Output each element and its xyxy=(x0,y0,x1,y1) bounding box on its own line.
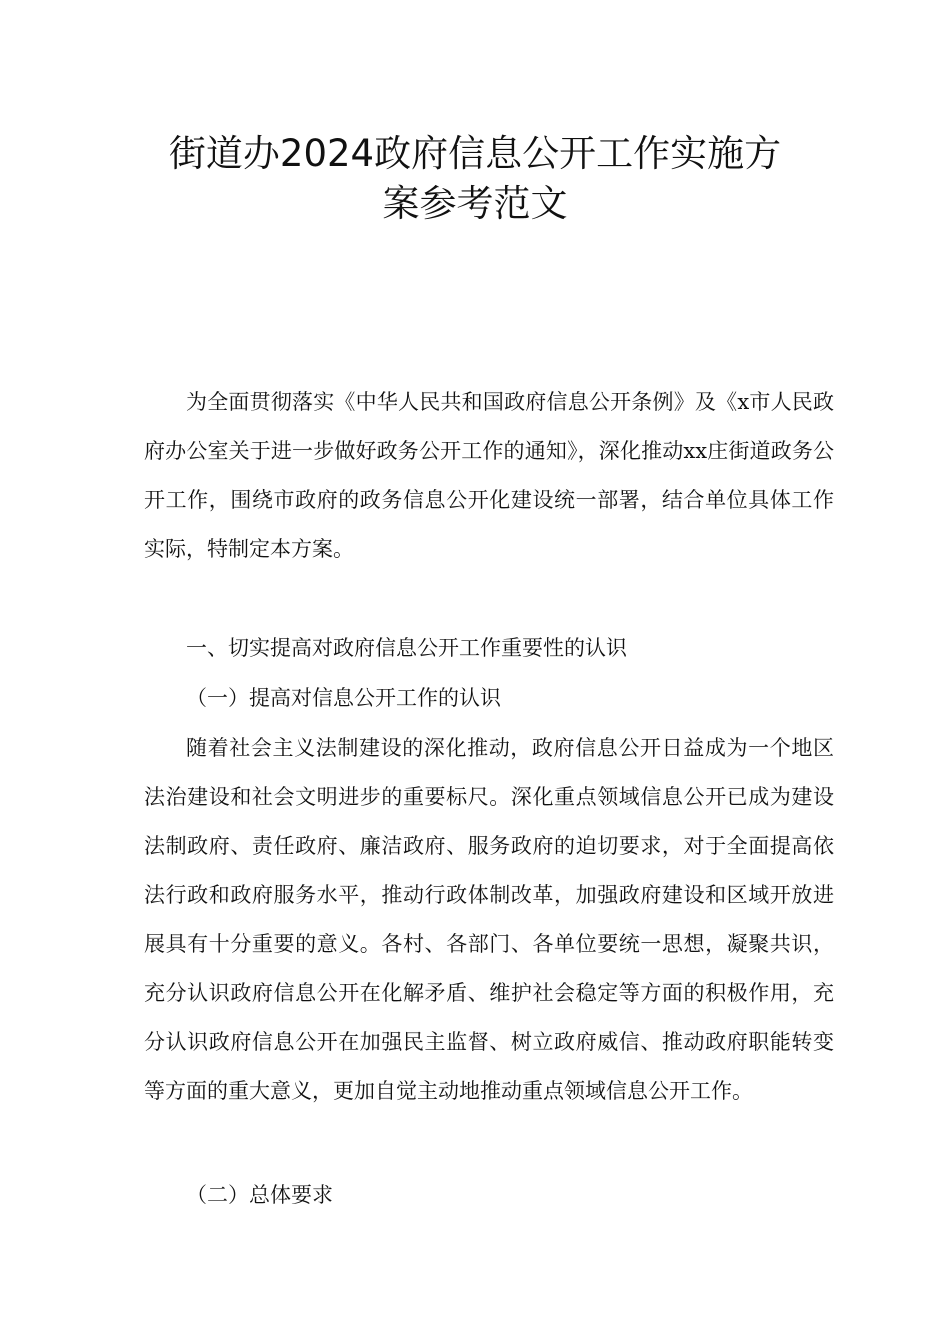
subsection-1-paragraph: 随着社会主义法制建设的深化推动，政府信息公开日益成为一个地区法治建设和社会文明进步的重要标尺。深化重点领域信息公开已成为建设法制政府、责任政府、廉洁政府、服务政府的迫切要求，对于全面提高依法行政和政府服务水平，推动行政体制改革，加强政府建设和区域开放进展具有十分重要的意义。各村、各部门、各单位要统一思想，凝聚共识，充分认识政府信息公开在化解矛盾、维护社会稳定等方面的积极作用，充分认识政府信息公开在加强民主监督、树立政府威信、推动政府职能转变等方面的重大意义，更加自觉主动地推动重点领域信息公开工作。 xyxy=(144,736,834,1103)
subsection-heading-2: （二）总体要求 xyxy=(186,1183,333,1207)
section-heading-1: 一、切实提高对政府信息公开工作重要性的认识 xyxy=(186,636,627,660)
intro-paragraph: 为全面贯彻落实《中华人民共和国政府信息公开条例》及《x市人民政府办公室关于进一步做好政务公开工作的通知》，深化推动xx庄街道政务公开工作，围绕市政府的政务信息公开化建设统一部署，结合单位具体工作实际，特制定本方案。 xyxy=(144,390,834,561)
document-title-line-1: 街道办2024政府信息公开工作实施方 xyxy=(168,132,782,175)
subsection-heading-1: （一）提高对信息公开工作的认识 xyxy=(186,686,501,710)
document-title-line-2: 案参考范文 xyxy=(382,182,568,225)
